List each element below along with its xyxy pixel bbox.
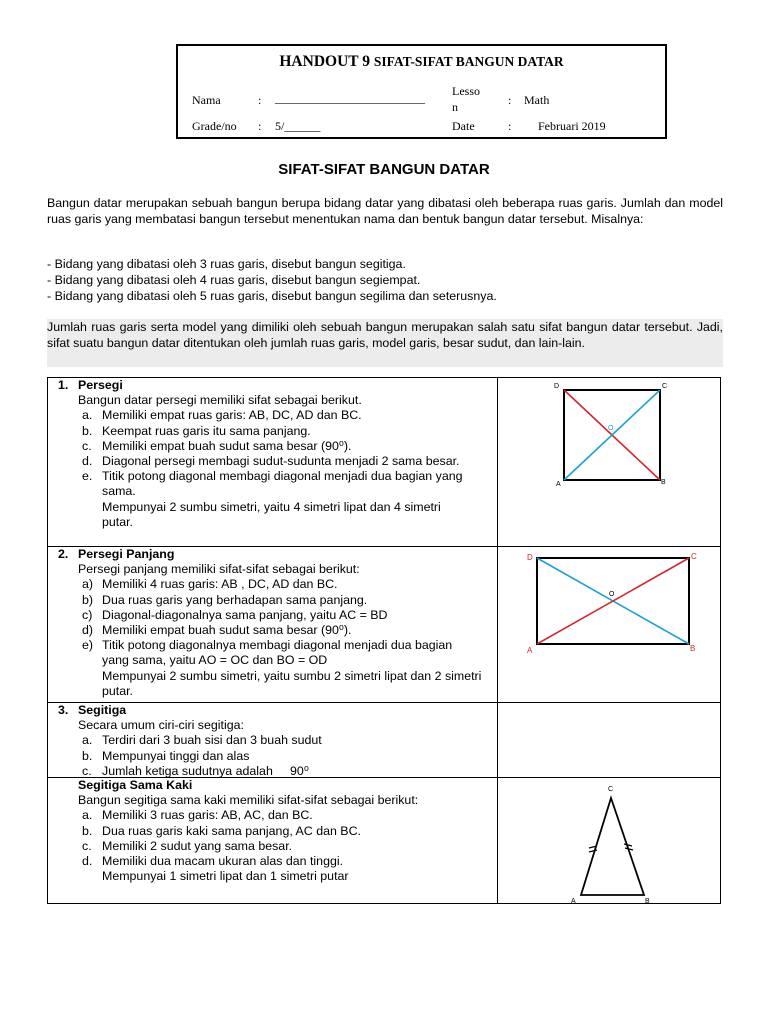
- intro-list-item: - Bidang yang dibatasi oleh 5 ruas garis, disebut bangun segilima dan seterusnya.: [47, 289, 497, 303]
- vertex-c-label: C: [691, 552, 697, 561]
- sama-kaki-intro: Bangun segitiga sama kaki memiliki sifat-sifat sebagai berikut:: [78, 793, 419, 808]
- persegi-figure: [548, 380, 678, 488]
- vertex-d-label: D: [527, 553, 533, 562]
- sama-kaki-list: [54, 808, 494, 884]
- handout-title: HANDOUT 9 SIFAT-SIFAT BANGUN DATAR: [279, 53, 564, 70]
- list-item: c. Memiliki empat buah sudut sama besar (90⁰).: [82, 438, 352, 453]
- intro-list-item: - Bidang yang dibatasi oleh 3 ruas garis, disebut bangun segitiga.: [47, 257, 406, 271]
- center-o-label: O: [608, 425, 614, 432]
- vertex-b-label: B: [690, 644, 696, 653]
- persegi-heading: 1. Persegi: [58, 378, 123, 392]
- properties-table: [47, 377, 721, 904]
- intro-paragraph: Bangun datar merupakan sebuah bangun berupa bidang datar yang dibatasi oleh beberapa ruas garis. Jumlah dan model ruas garis yang membatasi bangun tersebut menentukan nama dan bentuk bangun datar tersebut. Misalnya:: [47, 196, 723, 226]
- grade-colon: :: [258, 119, 262, 133]
- vertex-c-label: C: [608, 786, 614, 793]
- column-divider: [497, 378, 498, 903]
- list-item: b) Dua ruas garis yang berhadapan sama panjang.: [82, 592, 368, 607]
- list-item: a. Memiliki 3 ruas garis: AB, AC, dan BC.: [82, 808, 313, 823]
- date-colon: :: [508, 119, 512, 133]
- segitiga-sama-kaki-figure: [564, 778, 664, 908]
- nama-colon: :: [258, 93, 262, 107]
- list-item: b. Keempat ruas garis itu sama panjang.: [82, 423, 311, 438]
- intro-list-item: - Bidang yang dibatasi oleh 4 ruas garis, disebut bangun segiempat.: [47, 273, 421, 287]
- list-item: c. Memiliki 2 sudut yang sama besar.: [82, 838, 293, 853]
- sama-kaki-extra: Mempunyai 1 simetri lipat dan 1 simetri putar: [102, 869, 349, 884]
- persegi-intro: Bangun datar persegi memiliki sifat sebagai berikut.: [78, 393, 362, 408]
- persegi-panjang-intro: Persegi panjang memiliki sifat-sifat sebagai berikut:: [78, 562, 360, 577]
- list-item: d. Diagonal persegi membagi sudut-sudunta menjadi 2 sama besar.: [82, 454, 460, 469]
- triangle-shape: [581, 798, 644, 895]
- nama-field[interactable]: _________________________: [275, 91, 425, 105]
- sama-kaki-cell: [54, 778, 494, 884]
- summary-paragraph: Jumlah ruas garis serta model yang dimiliki oleh sebuah bangun merupakan salah satu sifat bangun datar tersebut. Jadi, sifat suatu bangun datar ditentukan oleh jumlah ruas garis, model garis, besar sudut, dan lain-lain.: [47, 319, 723, 367]
- handout-title-sub: SIFAT-SIFAT BANGUN DATAR: [373, 54, 564, 69]
- vertex-a-label: A: [556, 481, 561, 488]
- center-o-label: O: [609, 591, 615, 598]
- handout-header: [176, 44, 667, 139]
- persegi-cell: [54, 378, 494, 530]
- list-item: e. Titik potong diagonal membagi diagonal menjadi dua bagian yang sama.: [82, 469, 463, 499]
- list-item: c) Diagonal-diagonalnya sama panjang, yaitu AC = BD: [82, 607, 388, 622]
- vertex-a-label: A: [571, 898, 576, 905]
- lesson-label-1: Lesso: [452, 84, 480, 98]
- lesson-colon: :: [508, 93, 512, 107]
- segitiga-list: [54, 733, 494, 779]
- vertex-b-label: B: [645, 898, 650, 905]
- persegi-list: [54, 408, 494, 530]
- persegi-panjang-heading: 2. Persegi Panjang: [58, 547, 175, 561]
- date-value: Februari 2019: [538, 119, 606, 133]
- list-item: a. Terdiri dari 3 buah sisi dan 3 buah sudut: [82, 733, 322, 748]
- vertex-b-label: B: [661, 479, 666, 486]
- lesson-label-2: n: [452, 100, 458, 114]
- sama-kaki-heading: Segitiga Sama Kaki: [78, 778, 193, 792]
- persegi-panjang-extra: Mempunyai 2 sumbu simetri, yaitu sumbu 2 simetri lipat dan 2 simetri putar.: [102, 668, 482, 698]
- list-item: b. Dua ruas garis kaki sama panjang, AC dan BC.: [82, 823, 361, 838]
- list-item: a) Memiliki 4 ruas garis: AB , DC, AD dan BC.: [82, 577, 338, 592]
- page-title: SIFAT-SIFAT BANGUN DATAR: [278, 161, 490, 178]
- persegi-panjang-figure: [522, 550, 712, 654]
- list-item: d) Memiliki empat buah sudut sama besar (90⁰).: [82, 623, 352, 638]
- persegi-extra: Mempunyai 2 sumbu simetri, yaitu 4 simetri lipat dan 4 simetri putar.: [102, 499, 441, 529]
- segitiga-cell: [54, 703, 494, 779]
- tick-mark-left: [589, 850, 597, 852]
- persegi-panjang-list: [54, 577, 494, 699]
- vertex-c-label: C: [662, 383, 668, 390]
- vertex-d-label: D: [554, 383, 560, 390]
- segitiga-intro: Secara umum ciri-ciri segitiga:: [78, 718, 244, 733]
- segitiga-heading: 3. Segitiga: [58, 703, 127, 717]
- lesson-value: Math: [524, 93, 550, 107]
- list-item: a. Memiliki empat ruas garis: AB, DC, AD dan BC.: [82, 408, 362, 423]
- persegi-panjang-cell: [54, 547, 494, 699]
- list-item: d. Memiliki dua macam ukuran alas dan tinggi.: [82, 854, 344, 869]
- list-item: e) Titik potong diagonalnya membagi diagonal menjadi dua bagian yang sama, yaitu AO = OC dan BO = OD: [82, 638, 453, 668]
- list-item: b. Mempunyai tinggi dan alas: [82, 748, 250, 763]
- vertex-a-label: A: [527, 646, 533, 654]
- date-label: Date: [452, 119, 475, 133]
- grade-label: Grade/no: [192, 119, 237, 133]
- grade-field[interactable]: 5/______: [275, 119, 321, 133]
- nama-label: Nama: [192, 93, 221, 107]
- list-item: c. Jumlah ketiga sudutnya adalah 90⁰: [82, 763, 309, 778]
